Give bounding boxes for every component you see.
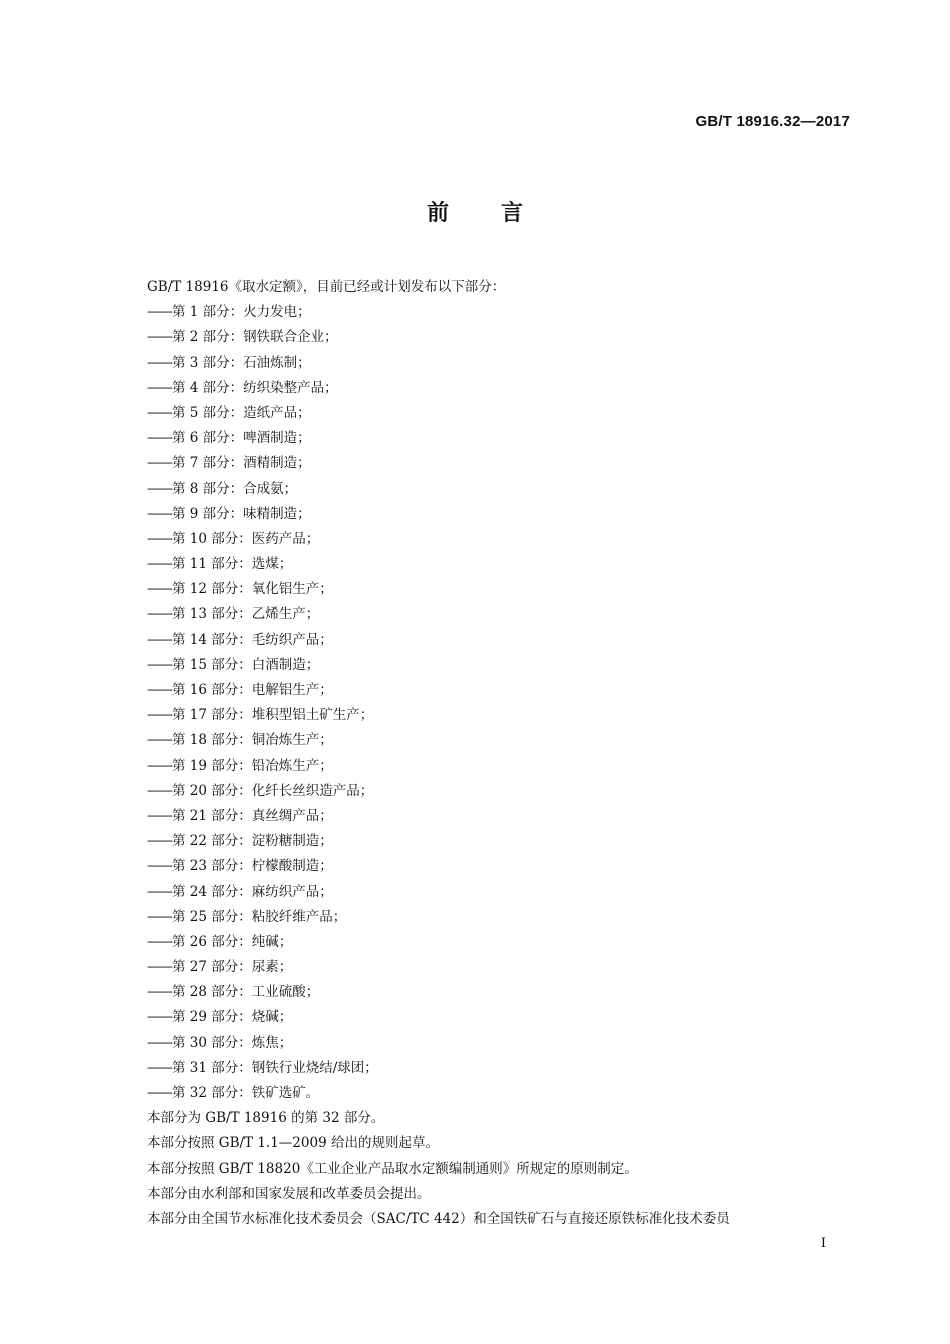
list-dash: ——	[147, 833, 172, 850]
list-dash: ——	[147, 1059, 172, 1076]
list-item	[147, 351, 867, 376]
list-dash: ——	[147, 707, 172, 724]
list-item	[147, 577, 867, 602]
list-item	[147, 1081, 867, 1106]
list-item	[147, 527, 867, 552]
list-item	[147, 854, 867, 879]
list-dash: ——	[147, 782, 172, 799]
parts-list	[147, 300, 867, 1106]
list-dash: ——	[147, 455, 172, 472]
list-dash: ——	[147, 883, 172, 900]
list-item-text: 第 17 部分：堆积型铝土矿生产；	[172, 707, 374, 724]
list-item	[147, 980, 867, 1005]
list-item	[147, 552, 867, 577]
list-item-text: 第 24 部分：麻纺织产品；	[172, 883, 333, 900]
list-item	[147, 426, 867, 451]
list-item-text: 第 32 部分：铁矿选矿。	[172, 1085, 320, 1101]
list-item	[147, 955, 867, 980]
list-dash: ——	[147, 908, 172, 925]
list-item-text: 第 31 部分：钢铁行业烧结/球团；	[172, 1059, 378, 1076]
list-dash: ——	[147, 379, 172, 396]
list-item	[147, 829, 867, 854]
list-item	[147, 728, 867, 753]
list-item	[147, 477, 867, 502]
standard-code: GB/T 18916.32—2017	[695, 113, 850, 130]
list-dash: ——	[147, 404, 172, 421]
list-dash: ——	[147, 304, 172, 321]
list-item-text: 第 12 部分：氧化铝生产；	[172, 581, 333, 598]
list-item-text: 第 6 部分：啤酒制造；	[172, 430, 311, 447]
list-item-text: 第 30 部分：炼焦；	[172, 1034, 293, 1051]
list-dash: ——	[147, 556, 172, 573]
list-item	[147, 779, 867, 804]
list-item-text: 第 18 部分：铜冶炼生产；	[172, 732, 333, 749]
list-item-text: 第 20 部分：化纤长丝织造产品；	[172, 782, 374, 799]
statement-paragraph: 本部分由全国节水标准化技术委员会（SAC/TC 442）和全国铁矿石与直接还原铁标准化技术委员	[147, 1210, 730, 1227]
page-title: 前言	[426, 201, 575, 226]
list-dash: ——	[147, 984, 172, 1001]
list-item	[147, 376, 867, 401]
list-dash: ——	[147, 581, 172, 598]
list-item-text: 第 10 部分：医药产品；	[172, 530, 320, 547]
statement-paragraph: 本部分按照 GB/T 18820《工业企业产品取水定额编制通则》所规定的原则制定。	[147, 1160, 638, 1177]
list-item	[147, 1031, 867, 1056]
list-item-text: 第 25 部分：粘胶纤维产品；	[172, 908, 347, 925]
list-item-text: 第 2 部分：钢铁联合企业；	[172, 329, 338, 346]
list-dash: ——	[147, 1034, 172, 1051]
page-number: I	[820, 1236, 826, 1251]
list-item	[147, 325, 867, 350]
list-dash: ——	[147, 732, 172, 749]
list-item-text: 第 13 部分：乙烯生产；	[172, 606, 320, 623]
list-item-text: 第 16 部分：电解铝生产；	[172, 682, 333, 698]
list-item-text: 第 29 部分：烧碱；	[172, 1009, 293, 1026]
foreword-body	[147, 275, 867, 1232]
list-item	[147, 653, 867, 678]
list-item-text: 第 28 部分：工业硫酸；	[172, 984, 320, 1001]
list-dash: ——	[147, 757, 172, 774]
list-dash: ——	[147, 933, 172, 950]
list-item-text: 第 9 部分：味精制造；	[172, 505, 311, 522]
list-item-text: 第 5 部分：造纸产品；	[172, 404, 311, 421]
list-item	[147, 804, 867, 829]
list-item	[147, 1056, 867, 1081]
statement-paragraph: 本部分为 GB/T 18916 的第 32 部分。	[147, 1110, 385, 1127]
list-item-text: 第 14 部分：毛纺织产品；	[172, 631, 333, 648]
list-dash: ——	[147, 329, 172, 346]
list-item-text: 第 3 部分：石油炼制；	[172, 354, 311, 371]
list-item	[147, 628, 867, 653]
list-dash: ——	[147, 631, 172, 648]
list-dash: ——	[147, 807, 172, 824]
list-item-text: 第 23 部分：柠檬酸制造；	[172, 858, 333, 875]
list-item-text: 第 11 部分：选煤；	[172, 556, 293, 573]
list-item	[147, 754, 867, 779]
list-item-text: 第 1 部分：火力发电；	[172, 304, 311, 321]
list-item	[147, 300, 867, 325]
list-dash: ——	[147, 354, 172, 371]
statements-block	[147, 1106, 867, 1232]
list-dash: ——	[147, 1009, 172, 1026]
list-dash: ——	[147, 606, 172, 623]
list-item-text: 第 19 部分：铅冶炼生产；	[172, 757, 333, 774]
list-item	[147, 905, 867, 930]
list-item	[147, 930, 867, 955]
list-item	[147, 678, 867, 703]
list-item-text: 第 15 部分：白酒制造；	[172, 656, 320, 673]
list-dash: ——	[147, 480, 172, 497]
list-item	[147, 1005, 867, 1030]
list-dash: ——	[147, 682, 172, 698]
list-item	[147, 703, 867, 728]
list-dash: ——	[147, 530, 172, 547]
list-item	[147, 451, 867, 476]
list-dash: ——	[147, 858, 172, 875]
intro-paragraph: GB/T 18916《取水定额》，目前已经或计划发布以下部分：	[147, 279, 506, 295]
list-item	[147, 602, 867, 627]
statement-paragraph: 本部分由水利部和国家发展和改革委员会提出。	[147, 1185, 431, 1202]
list-dash: ——	[147, 505, 172, 522]
list-dash: ——	[147, 656, 172, 673]
statement-paragraph: 本部分按照 GB/T 1.1—2009 给出的规则起草。	[147, 1135, 439, 1152]
list-item	[147, 502, 867, 527]
list-item-text: 第 8 部分：合成氨；	[172, 480, 298, 497]
list-item-text: 第 27 部分：尿素；	[172, 959, 293, 976]
list-dash: ——	[147, 430, 172, 447]
list-item	[147, 401, 867, 426]
list-item-text: 第 21 部分：真丝绸产品；	[172, 807, 333, 824]
list-item	[147, 880, 867, 905]
list-item-text: 第 26 部分：纯碱；	[172, 933, 293, 950]
list-item-text: 第 22 部分：淀粉糖制造；	[172, 833, 333, 850]
list-dash: ——	[147, 1085, 172, 1101]
list-item-text: 第 4 部分：纺织染整产品；	[172, 379, 338, 396]
list-dash: ——	[147, 959, 172, 976]
list-item-text: 第 7 部分：酒精制造；	[172, 455, 311, 472]
